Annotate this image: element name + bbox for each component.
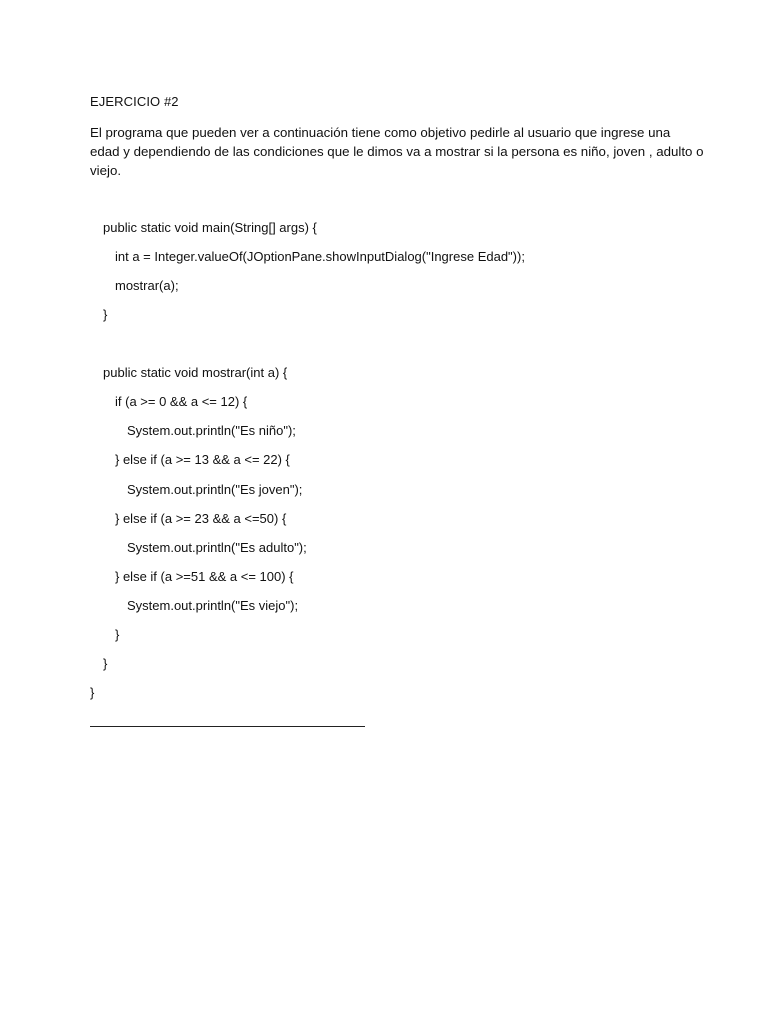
code-line-else-if-adulto: } else if (a >= 23 && a <=50) { bbox=[115, 511, 287, 526]
code-line-print-joven: System.out.println("Es joven"); bbox=[127, 482, 303, 497]
code-line-else-if-viejo: } else if (a >=51 && a <= 100) { bbox=[115, 569, 294, 584]
code-line-close-if-chain: } bbox=[115, 627, 120, 642]
code-line-main-signature: public static void main(String[] args) { bbox=[103, 220, 317, 235]
code-line-mostrar-signature: public static void mostrar(int a) { bbox=[103, 365, 288, 380]
code-line-close-mostrar: } bbox=[103, 656, 108, 671]
code-line-input-dialog: int a = Integer.valueOf(JOptionPane.showInputDialog("Ingrese Edad")); bbox=[115, 249, 525, 264]
code-line-print-adulto: System.out.println("Es adulto"); bbox=[127, 540, 307, 555]
intro-line: El programa que pueden ver a continuación tiene como objetivo pedirle al usuario que ingrese una bbox=[90, 125, 671, 140]
separator-rule bbox=[90, 726, 365, 727]
code-line-if-nino: if (a >= 0 && a <= 12) { bbox=[115, 394, 248, 409]
intro-paragraph bbox=[90, 123, 704, 180]
code-line-print-viejo: System.out.println("Es viejo"); bbox=[127, 598, 299, 613]
code-line-else-if-joven: } else if (a >= 13 && a <= 22) { bbox=[115, 452, 290, 467]
code-line-call-mostrar: mostrar(a); bbox=[115, 278, 179, 293]
intro-line: viejo. bbox=[90, 163, 122, 178]
intro-line: edad y dependiendo de las condiciones que le dimos va a mostrar si la persona es niño, joven , adulto o bbox=[90, 144, 704, 159]
code-line-print-nino: System.out.println("Es niño"); bbox=[127, 423, 296, 438]
code-line-close-class: } bbox=[90, 685, 95, 700]
exercise-title: EJERCICIO #2 bbox=[90, 94, 179, 109]
code-line-close-main: } bbox=[103, 307, 108, 322]
